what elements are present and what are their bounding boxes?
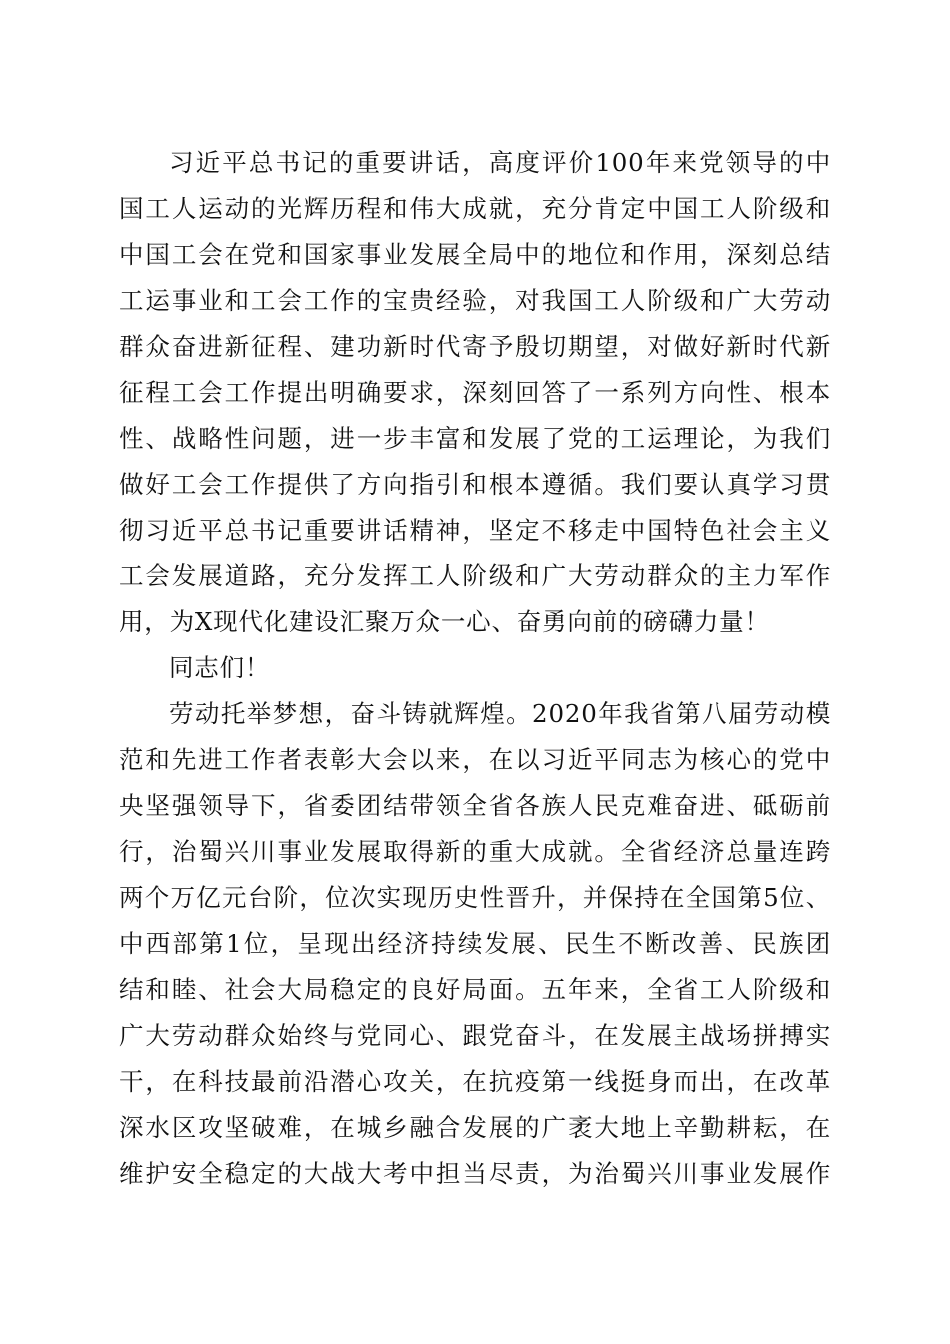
text-line: 国工人运动的光辉历程和伟大成就，充分肯定中国工人阶级和 — [119, 193, 831, 223]
text-line: 做好工会工作提供了方向指引和根本遵循。我们要认真学习贯 — [119, 469, 831, 499]
text-line: 两个万亿元台阶，位次实现历史性晋升，并保持在全国第5位、 — [119, 883, 832, 912]
text-line: 行，治蜀兴川事业发展取得新的重大成就。全省经济总量连跨 — [119, 837, 831, 867]
salutation-line: 同志们！ — [169, 653, 271, 683]
text-line: 习近平总书记的重要讲话，高度评价100年来党领导的中 — [169, 148, 831, 177]
text-line: 用，为X现代化建设汇聚万众一心、奋勇向前的磅礴力量！ — [119, 607, 770, 637]
text-line: 干，在科技最前沿潜心攻关，在抗疫第一线挺身而出，在改革 — [119, 1066, 831, 1096]
text-line: 范和先进工作者表彰大会以来，在以习近平同志为核心的党中 — [119, 745, 831, 775]
text-line: 中西部第1位，呈现出经济持续发展、民生不断改善、民族团 — [119, 928, 831, 958]
text-line: 广大劳动群众始终与党同心、跟党奋斗，在发展主战场拼搏实 — [119, 1020, 831, 1050]
text-line: 性、战略性问题，进一步丰富和发展了党的工运理论，为我们 — [119, 423, 831, 453]
text-line: 工会发展道路，充分发挥工人阶级和广大劳动群众的主力军作 — [119, 561, 831, 591]
text-line: 劳动托举梦想，奋斗铸就辉煌。2020年我省第八届劳动模 — [169, 699, 831, 729]
body-text — [119, 140, 831, 1197]
text-line: 中国工会在党和国家事业发展全局中的地位和作用，深刻总结 — [119, 239, 831, 269]
text-line: 央坚强领导下，省委团结带领全省各族人民克难奋进、砥砺前 — [119, 791, 831, 821]
text-line: 深水区攻坚破难，在城乡融合发展的广袤大地上辛勤耕耘，在 — [119, 1112, 831, 1142]
text-line: 维护安全稳定的大战大考中担当尽责，为治蜀兴川事业发展作 — [119, 1158, 831, 1188]
text-line: 彻习近平总书记重要讲话精神，坚定不移走中国特色社会主义 — [119, 515, 831, 545]
text-line: 工运事业和工会工作的宝贵经验，对我国工人阶级和广大劳动 — [119, 285, 831, 315]
text-line: 征程工会工作提出明确要求，深刻回答了一系列方向性、根本 — [119, 377, 831, 407]
text-line: 群众奋进新征程、建功新时代寄予殷切期望，对做好新时代新 — [119, 331, 831, 361]
text-line: 结和睦、社会大局稳定的良好局面。五年来，全省工人阶级和 — [119, 974, 831, 1004]
